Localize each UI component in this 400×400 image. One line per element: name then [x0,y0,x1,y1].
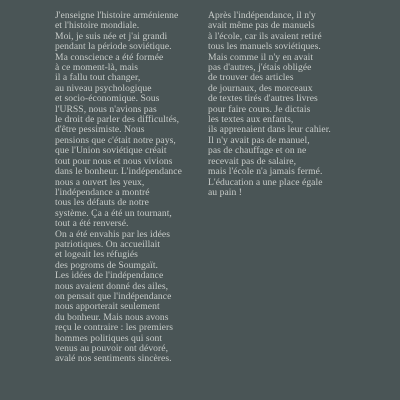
text-line: L'éducation a une place égale [208,176,323,188]
text-line: Les idées de l'indépendance [55,270,164,282]
text-line: des pogroms de Soumgaït. [55,259,158,271]
text-line: au pain ! [208,186,243,198]
text-line: pendant la période soviétique. [55,41,172,53]
text-line: dans le bonheur. L'indépendance [55,166,182,178]
text-line: pensions que c'était notre pays, [55,134,176,146]
text-line: du bonheur. Mais nous avons [55,311,169,323]
text-line: à ce moment-là, mais [55,62,139,74]
text-line: pas de chauffage et on ne [208,145,307,157]
text-line: système. Ça a été un tournant, [55,207,172,219]
text-column-left [55,11,205,365]
text-line: On a été envahis par les idées [55,228,170,240]
text-line: de trouver des articles [208,72,294,84]
text-line: il a fallu tout changer, [55,72,141,84]
text-line: nous apporterait seulement [55,301,160,313]
text-line: tous les défauts de notre [55,197,149,209]
text-line: à l'école, car ils avaient retiré [208,30,322,42]
text-line: nous avaient donné des ailes, [55,280,169,292]
text-line: on pensait que l'indépendance [55,290,172,302]
text-line: hommes politiques qui sont [55,332,163,344]
text-line: et l'histoire mondiale. [55,20,140,32]
text-line: Ma conscience a été formée [55,51,164,63]
text-line: l'URSS, nous n'avions pas [55,103,157,115]
text-line: J'enseigne l'histoire arménienne [55,10,179,21]
text-line: Mais comme il n'y en avait [208,51,314,63]
text-line: que l'Union soviétique créait [55,145,167,157]
text-line: et logeait les réfugiés [55,249,138,261]
text-line: au niveau psychologique [55,82,152,94]
text-line: venus au pouvoir ont dévoré, [55,343,169,354]
text-line: le droit de parler des difficultés, [55,114,180,126]
text-line: tout pour nous et nous vivions [55,155,173,167]
text-line: de journaux, des morceaux [208,82,313,94]
text-line: tous les manuels soviétiques. [208,41,321,53]
text-line: l'indépendance a montré [55,186,150,198]
text-line: patriotiques. On accueillait [55,238,161,250]
text-line: ils apprenaient dans leur cahier. [208,124,331,136]
text-column-right [208,11,358,198]
text-line: pas d'autres, j'étais obligée [208,62,312,74]
text-line: Il n'y avait pas de manuel, [208,134,310,146]
text-line: tout a été renversé. [55,218,129,230]
text-line: mais l'école n'a jamais fermé. [208,166,323,178]
text-line: nous a ouvert les yeux, [55,176,145,188]
text-line: avait même pas de manuels [208,20,315,32]
text-line: les textes aux enfants, [208,114,294,126]
text-line: recevait pas de salaire, [208,155,297,167]
text-line: Moi, je suis née et j'ai grandi [55,30,168,42]
text-line: avalé nos sentiments sincères. [55,353,172,365]
text-line: et socio-économique. Sous [55,93,160,105]
text-line: pour faire cours. Je dictais [208,103,311,115]
text-line: de textes tirés d'autres livres [208,93,318,105]
text-line: reçu le contraire : les premiers [55,322,173,334]
text-line: d'être pessimiste. Nous [55,124,145,136]
text-line: Après l'indépendance, il n'y [208,10,316,21]
